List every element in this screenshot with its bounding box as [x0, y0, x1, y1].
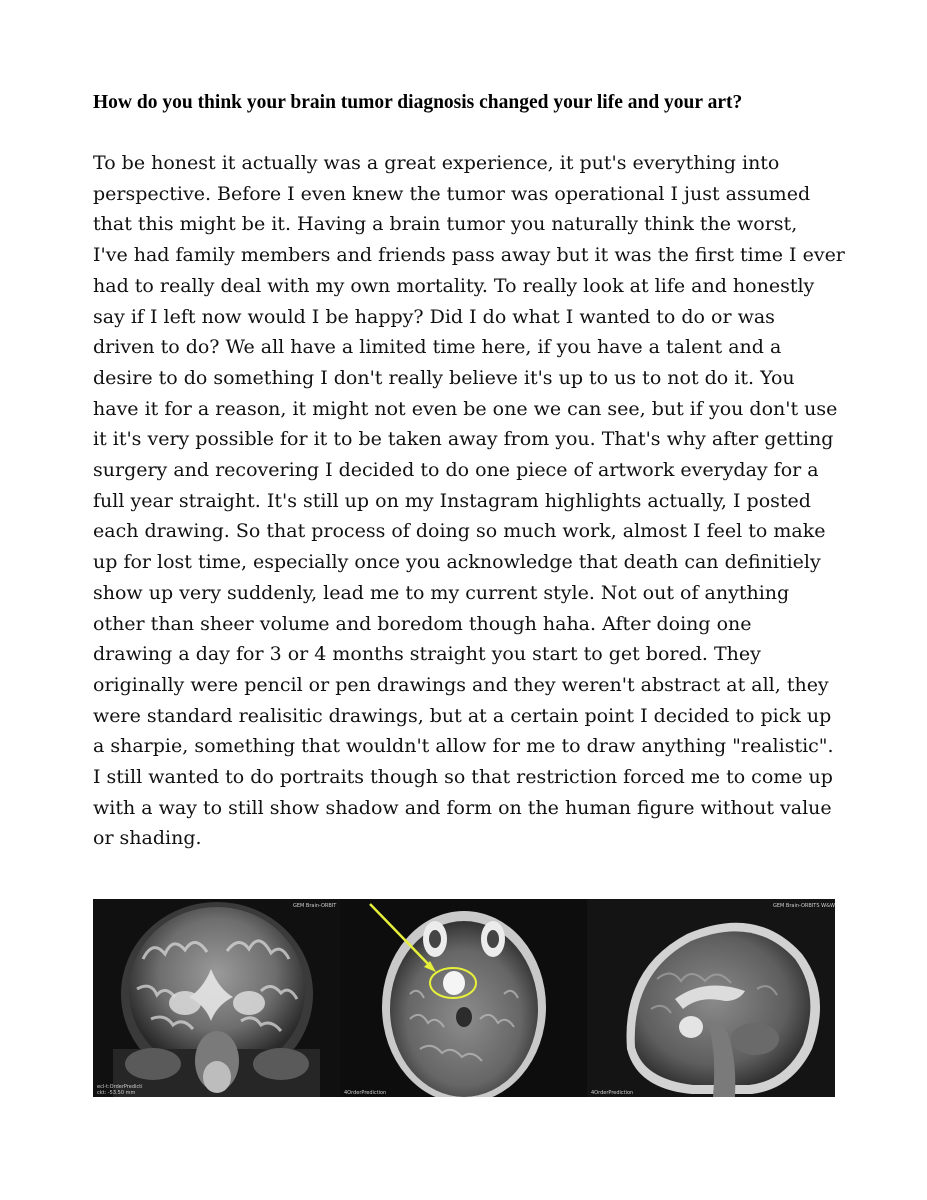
answer-line: with a way to still show shadow and form on the human figure without value	[93, 796, 832, 819]
scan-top-label: GEM Brain-ORBIT	[293, 903, 337, 909]
answer-line: each drawing. So that process of doing so much work, almost I feel to make	[93, 520, 826, 543]
mri-coronal-image	[93, 899, 340, 1097]
answer-line: up for lost time, especially once you acknowledge that death can definitiely	[93, 551, 821, 574]
answer-line: To be honest it actually was a great experience, it put's everything into	[93, 152, 780, 174]
scan-top-label: GEM Brain-ORBITS W&W	[773, 903, 835, 909]
answer-line: a sharpie, something that wouldn't allow for me to draw anything "realistic".	[93, 735, 834, 758]
answer-line: were standard realisitic drawings, but at a certain point I decided to pick up	[93, 704, 832, 727]
answer-line: full year straight. It's still up on my Instagram highlights actually, I posted	[93, 489, 811, 512]
answer-line: I still wanted to do portraits though so that restriction forced me to come up	[93, 766, 833, 789]
answer-line: perspective. Before I even knew the tumor was operational I just assumed	[93, 182, 811, 205]
answer-line: show up very suddenly, lead me to my current style. Not out of anything	[93, 581, 790, 604]
answer-line: or shading.	[93, 827, 202, 850]
answer-line: drawing a day for 3 or 4 months straight you start to get bored. They	[93, 643, 761, 666]
mri-scan-strip	[93, 899, 835, 1097]
answer-line: had to really deal with my own mortality. To really look at life and honestly	[93, 274, 815, 297]
scan-bottom-label: 4OrderPrediction	[344, 1090, 387, 1096]
scan-bottom-label: ecl-t:OrderPredicti	[97, 1084, 143, 1090]
answer-paragraph	[93, 148, 853, 854]
answer-line: it it's very possible for it to be taken away from you. That's why after getting	[93, 428, 834, 451]
answer-line: have it for a reason, it might not even be one we can see, but if you don't use	[93, 397, 838, 420]
answer-line: originally were pencil or pen drawings and they weren't abstract at all, they	[93, 673, 829, 696]
answer-line: other than sheer volume and boredom though haha. After doing one	[93, 612, 752, 635]
answer-line: driven to do? We all have a limited time here, if you have a talent and a	[93, 336, 782, 359]
interview-question: How do you think your brain tumor diagnosis changed your life and your art?	[93, 92, 743, 113]
answer-line: say if I left now would I be happy? Did I do what I wanted to do or was	[93, 305, 775, 328]
mri-sagittal-image	[587, 899, 835, 1097]
answer-line: desire to do something I don't really believe it's up to us to not do it. You	[93, 366, 795, 389]
answer-line: surgery and recovering I decided to do one piece of artwork everyday for a	[93, 459, 819, 482]
answer-line: that this might be it. Having a brain tumor you naturally think the worst,	[93, 213, 798, 236]
answer-line: I've had family members and friends pass away but it was the first time I ever	[93, 244, 845, 267]
scan-bottom-label: ckt: -53.50 mm	[97, 1090, 136, 1096]
mri-axial-image	[340, 899, 587, 1097]
scan-bottom-label: 4OrderPrediction	[591, 1090, 634, 1096]
